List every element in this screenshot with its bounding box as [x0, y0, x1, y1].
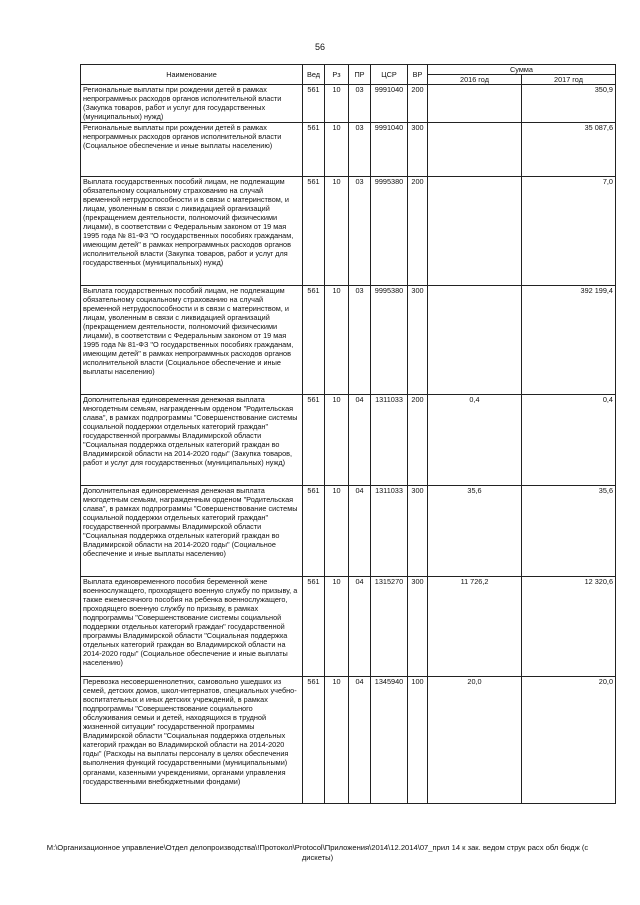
cell-pr: 04: [349, 394, 371, 485]
budget-table: [80, 64, 616, 804]
cell-ved: 561: [303, 122, 325, 176]
cell-name: Региональные выплаты при рождении детей в рамках непрограммных расходов органов исполнительной власти (Закупка товаров, работ и услуг для государственных (муниципальных) нужд): [81, 85, 303, 122]
cell-y2017: 350,9: [522, 85, 616, 122]
cell-y2017: 0,4: [522, 394, 616, 485]
col-name-header: Наименование: [81, 65, 303, 85]
cell-ved: 561: [303, 676, 325, 803]
table-row: [81, 576, 616, 676]
page-number: 56: [314, 42, 325, 52]
cell-vr: 300: [408, 122, 428, 176]
cell-y2017: 12 320,6: [522, 576, 616, 676]
table-row: [81, 122, 616, 176]
cell-vr: 200: [408, 394, 428, 485]
cell-pr: 03: [349, 285, 371, 394]
cell-ved: 561: [303, 285, 325, 394]
cell-pr: 04: [349, 576, 371, 676]
cell-csr: 1311033: [371, 485, 408, 576]
cell-csr: 1315270: [371, 576, 408, 676]
table-row: [81, 394, 616, 485]
cell-rz: 10: [325, 85, 349, 122]
cell-y2016: [428, 285, 522, 394]
table-row: [81, 285, 616, 394]
cell-y2017: 35 087,6: [522, 122, 616, 176]
header-row: [81, 65, 616, 75]
cell-vr: 300: [408, 576, 428, 676]
cell-pr: 04: [349, 676, 371, 803]
col-rz-header: Рз: [325, 65, 349, 85]
cell-ved: 561: [303, 394, 325, 485]
cell-csr: 1311033: [371, 394, 408, 485]
cell-rz: 10: [325, 122, 349, 176]
cell-rz: 10: [325, 576, 349, 676]
cell-csr: 9995380: [371, 285, 408, 394]
cell-vr: 200: [408, 85, 428, 122]
cell-y2016: 11 726,2: [428, 576, 522, 676]
cell-vr: 200: [408, 176, 428, 285]
cell-vr: 100: [408, 676, 428, 803]
cell-vr: 300: [408, 285, 428, 394]
cell-y2017: 20,0: [522, 676, 616, 803]
table-row: [81, 485, 616, 576]
cell-rz: 10: [325, 285, 349, 394]
cell-csr: 1345940: [371, 676, 408, 803]
cell-name: Региональные выплаты при рождении детей в рамках непрограммных расходов органов исполнительной власти (Социальное обеспечение и иные выплаты населению): [81, 122, 303, 176]
col-csr-header: ЦСР: [371, 65, 408, 85]
cell-rz: 10: [325, 176, 349, 285]
cell-rz: 10: [325, 394, 349, 485]
cell-csr: 9995380: [371, 176, 408, 285]
col-ved-header: Вед: [303, 65, 325, 85]
cell-y2016: [428, 176, 522, 285]
col-2016-header: 2016 год: [428, 75, 522, 85]
cell-y2017: 35,6: [522, 485, 616, 576]
col-pr-header: ПР: [349, 65, 371, 85]
cell-rz: 10: [325, 676, 349, 803]
cell-y2017: 392 199,4: [522, 285, 616, 394]
cell-rz: 10: [325, 485, 349, 576]
cell-vr: 300: [408, 485, 428, 576]
table-row: [81, 676, 616, 803]
cell-pr: 03: [349, 122, 371, 176]
cell-name: Перевозка несовершеннолетних, самовольно ушедших из семей, детских домов, школ-интернатов, специальных учебно-воспитательных и иных детских учреждений, в рамках подпрограммы "Совершенствование социального обслуживания семьи и детей, находящихся в трудной жизненной ситуации" государственной программы Владимирской области "Социальная поддержка отдельных категорий граждан во Владимирской области на 2014-2020 годы" (Расходы на выплаты персоналу в целях обеспечения выполнения функций государственными (муниципальными) органами, казенными учреждениями, органами управления государственными внебюджетными фондами): [81, 676, 303, 803]
cell-csr: 9991040: [371, 122, 408, 176]
col-2017-header: 2017 год: [522, 75, 616, 85]
col-vr-header: ВР: [408, 65, 428, 85]
table-row: [81, 85, 616, 122]
cell-ved: 561: [303, 85, 325, 122]
cell-pr: 04: [349, 485, 371, 576]
cell-y2016: [428, 122, 522, 176]
file-path-footer: M:\Организационное управление\Отдел делопроизводства\!Протокол\Protocol\Приложения\2014\12.2014\07_прил 14 к зак. ведом струк расх обл бюдж (с дискеты): [46, 843, 589, 862]
cell-name: Выплата государственных пособий лицам, не подлежащим обязательному социальному страхованию на случай временной нетрудоспособности и в связи с материнством, и лицам, уволенным в связи с ликвидацией организаций (прекращением деятельности, полномочий физическими лицами), в соответствии с Федеральным законом от 19 мая 1995 года № 81-ФЗ "О государственных пособиях гражданам, имеющим детей" в рамках непрограммных расходов органов исполнительной власти (Социальное обеспечение и иные выплаты населению): [81, 285, 303, 394]
cell-ved: 561: [303, 176, 325, 285]
cell-y2016: 20,0: [428, 676, 522, 803]
cell-y2016: 0,4: [428, 394, 522, 485]
table-row: [81, 176, 616, 285]
cell-ved: 561: [303, 485, 325, 576]
cell-name: Дополнительная единовременная денежная выплата многодетным семьям, награжденным орденом "Родительская слава", в рамках подпрограммы "Совершенствование системы социальной поддержки отдельных категорий граждан" государственной программы Владимирской области "Социальная поддержка отдельных категорий граждан во Владимирской области на 2014-2020 годы" (Закупка товаров, работ и услуг для государственных (муниципальных) нужд): [81, 394, 303, 485]
cell-csr: 9991040: [371, 85, 408, 122]
cell-name: Выплата государственных пособий лицам, не подлежащим обязательному социальному страхованию на случай временной нетрудоспособности и в связи с материнством, и лицам, уволенным в связи с ликвидацией организаций (прекращением деятельности, полномочий физическими лицами), в соответствии с Федеральным законом от 19 мая 1995 года № 81-ФЗ "О государственных пособиях гражданам, имеющим детей" в рамках непрограммных расходов органов исполнительной власти (Закупка товаров, работ и услуг для государственных (муниципальных) нужд): [81, 176, 303, 285]
cell-ved: 561: [303, 576, 325, 676]
cell-y2016: 35,6: [428, 485, 522, 576]
cell-pr: 03: [349, 85, 371, 122]
cell-pr: 03: [349, 176, 371, 285]
cell-name: Дополнительная единовременная денежная выплата многодетным семьям, награжденным орденом "Родительская слава", в рамках подпрограммы "Совершенствование системы социальной поддержки отдельных категорий граждан" государственной программы Владимирской области "Социальная поддержка отдельных категорий граждан во Владимирской области на 2014-2020 годы" (Социальное обеспечение и иные выплаты населению): [81, 485, 303, 576]
cell-y2016: [428, 85, 522, 122]
cell-name: Выплата единовременного пособия беременной жене военнослужащего, проходящего военную службу по призыву, а также ежемесячного пособия на ребенка военнослужащего, проходящего военную службу по призыву, в рамках подпрограммы "Совершенствование системы социальной поддержки отдельных категорий граждан" государственной программы Владимирской области "Социальная поддержка отдельных категорий граждан во Владимирской области на 2014-2020 годы" (Социальное обеспечение и иные выплаты населению): [81, 576, 303, 676]
cell-y2017: 7,0: [522, 176, 616, 285]
col-sum-header: Сумма: [428, 65, 616, 75]
